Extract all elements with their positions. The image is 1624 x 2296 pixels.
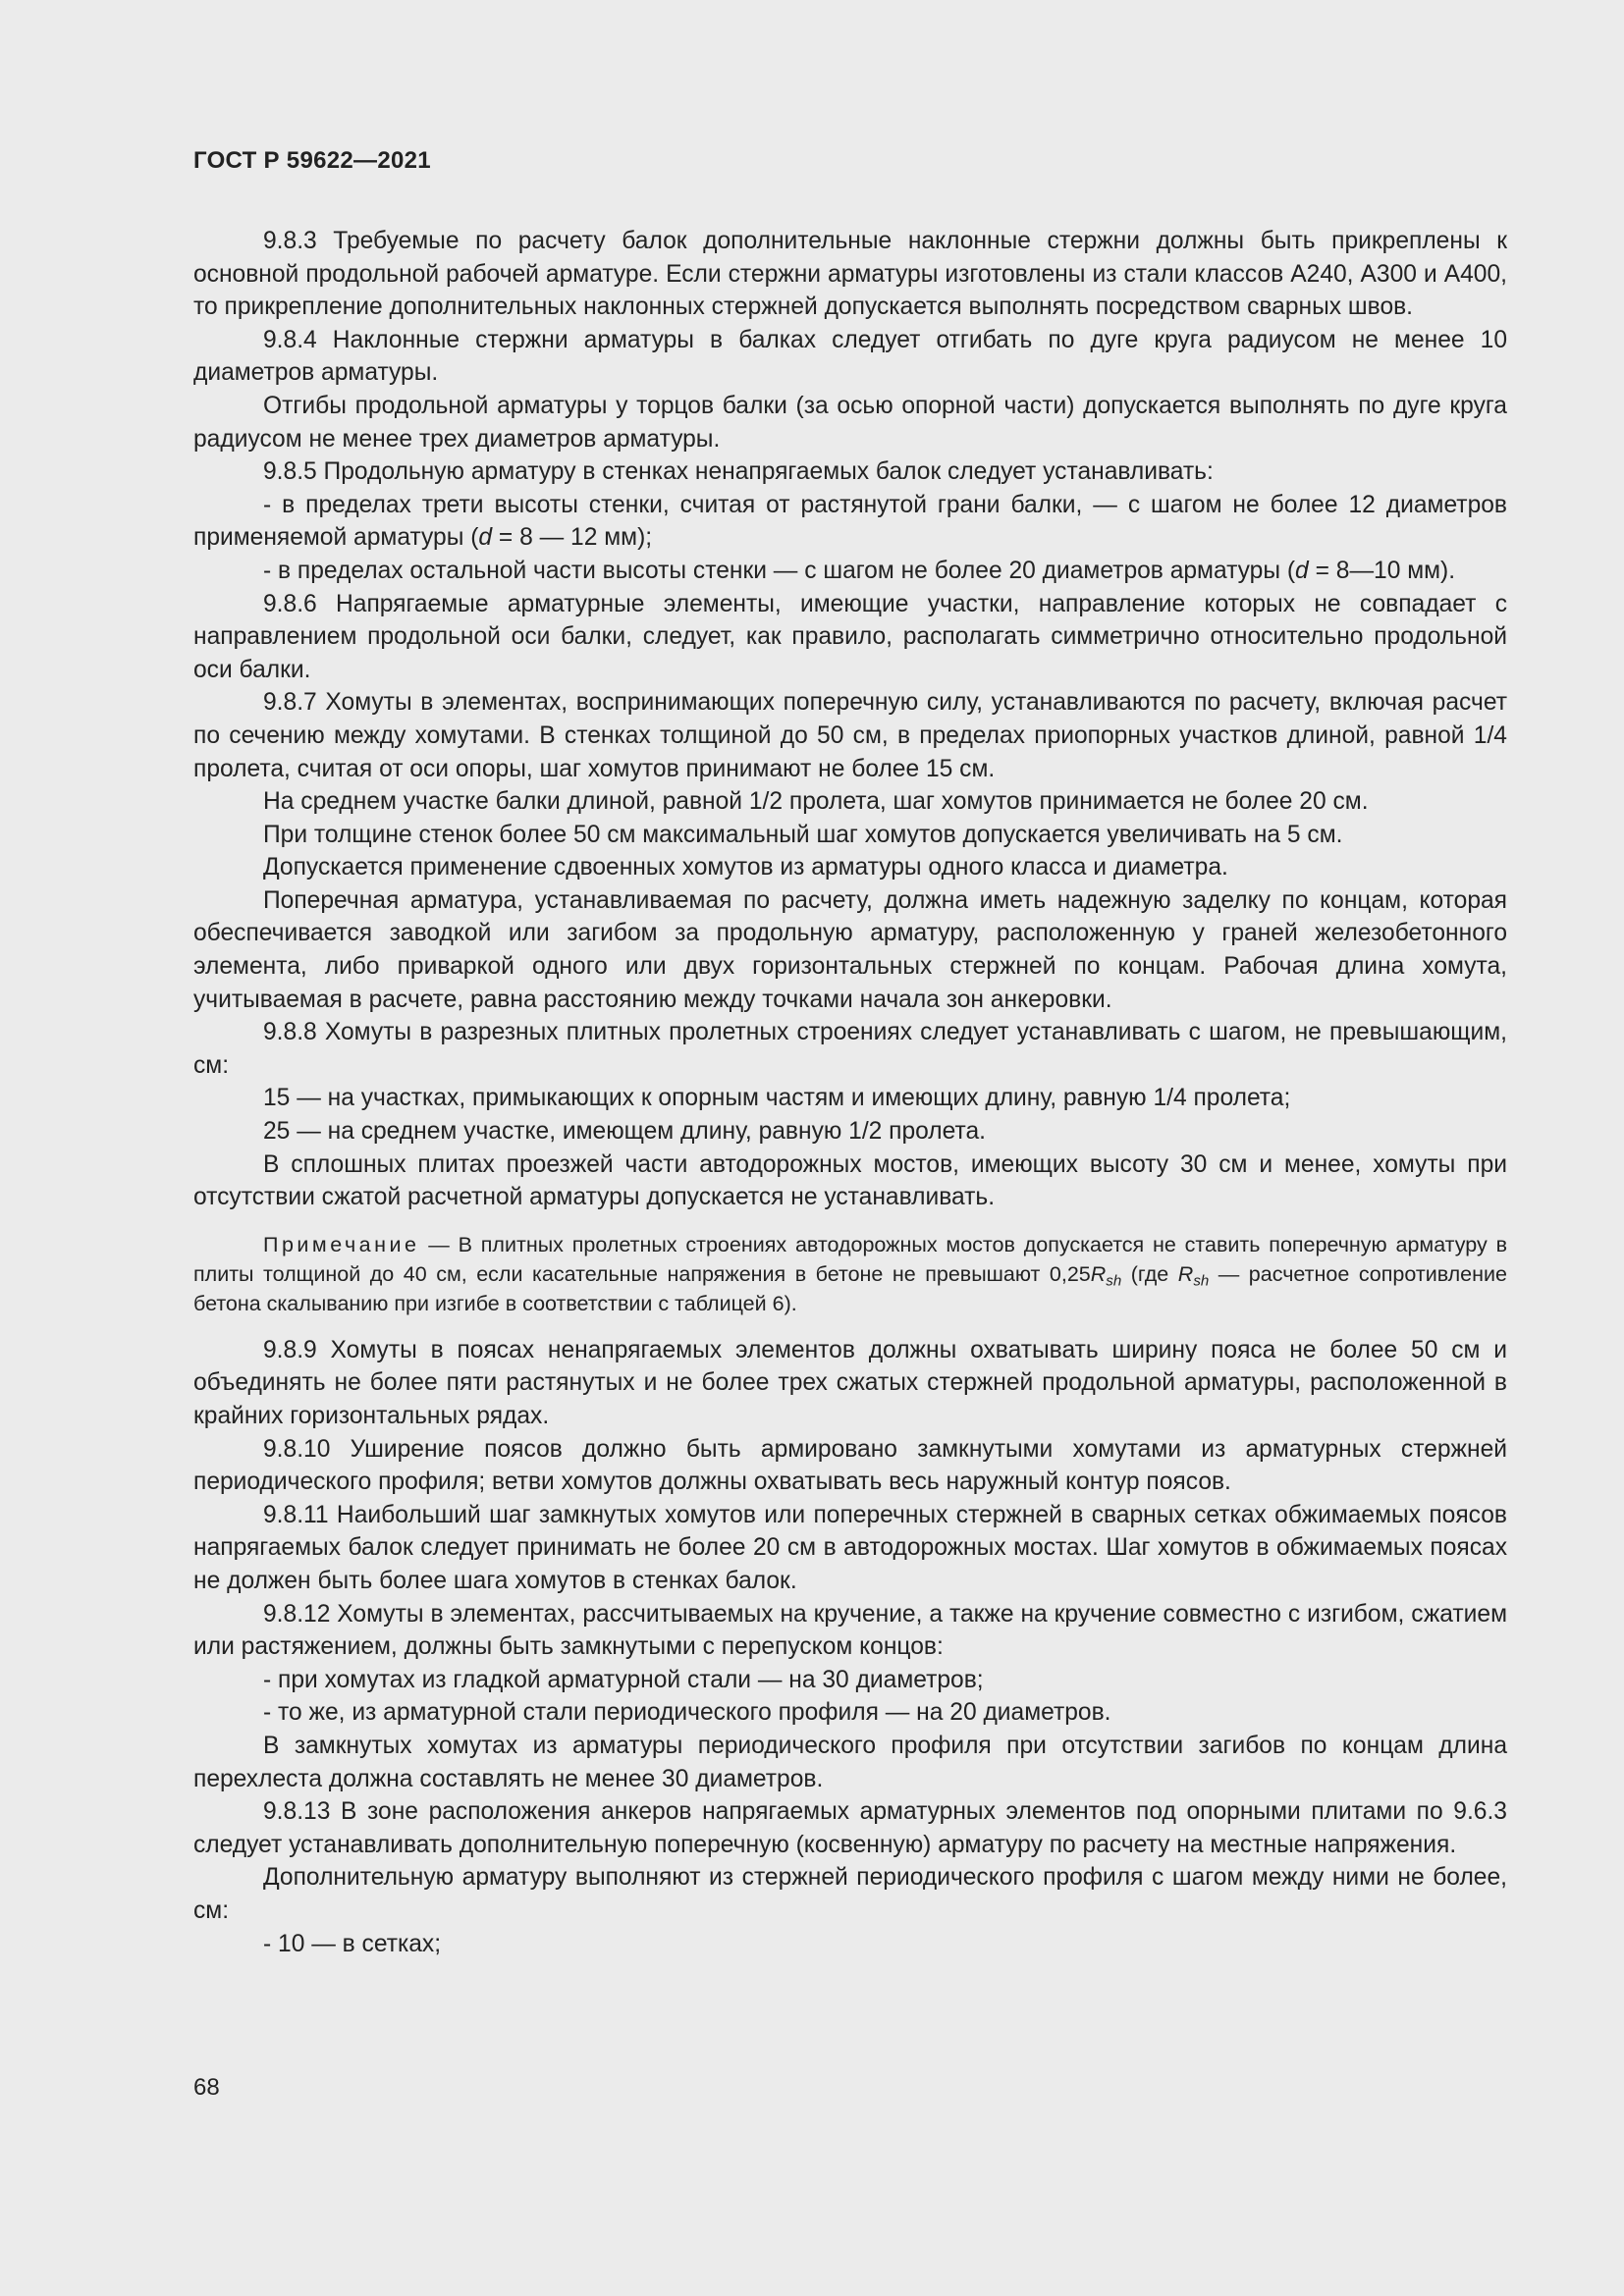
list-item: - в пределах остальной части высоты стенки — с шагом не более 20 диаметров арматуры (d = 8—10 мм). <box>263 557 1456 584</box>
paragraph: При толщине стенок более 50 см максимальный шаг хомутов допускается увеличивать на 5 см. <box>263 821 1343 848</box>
paragraph-9-8-4: 9.8.4 Наклонные стержни арматуры в балках следует отгибать по дуге круга радиусом не менее 10 диаметров арматуры. <box>193 326 1507 387</box>
list-item: - 10 — в сетках; <box>263 1930 442 1957</box>
paragraph: Допускается применение сдвоенных хомутов из арматуры одного класса и диаметра. <box>263 854 1228 881</box>
paragraph-9-8-10: 9.8.10 Уширение поясов должно быть армировано замкнутыми хомутами из арматурных стержней периодического профиля; ветви хомутов должны охватывать весь наружный контур поясов. <box>193 1435 1507 1496</box>
list-item: - при хомутах из гладкой арматурной стали — на 30 диаметров; <box>263 1666 984 1693</box>
document-header: ГОСТ Р 59622—2021 <box>193 147 431 174</box>
paragraph: Отгибы продольной арматуры у торцов балки (за осью опорной части) допускается выполнять по дуге круга радиусом не менее трех диаметров арматуры. <box>193 392 1507 453</box>
paragraph-9-8-7: 9.8.7 Хомуты в элементах, воспринимающих поперечную силу, устанавливаются по расчету, включая расчет по сечению между хомутами. В стенках толщиной до 50 см, в пределах приопорных участков длиной, равной 1/4 пролета, считая от оси опоры, шаг хомутов принимают не более 15 см. <box>193 689 1507 782</box>
note-label: Примечание <box>263 1232 420 1256</box>
paragraph-9-8-12: 9.8.12 Хомуты в элементах, рассчитываемых на кручение, а также на кручение совместно с изгибом, сжатием или растяжением, должны быть замкнутыми с перепуском концов: <box>193 1600 1507 1661</box>
paragraph-9-8-6: 9.8.6 Напрягаемые арматурные элементы, имеющие участки, направление которых не совпадает с направлением продольной оси балки, следует, как правило, располагать симметрично относительно продольной оси балки. <box>193 590 1507 683</box>
paragraph-9-8-5: 9.8.5 Продольную арматуру в стенках ненапрягаемых балок следует устанавливать: <box>263 458 1214 486</box>
paragraph-9-8-3: 9.8.3 Требуемые по расчету балок дополнительные наклонные стержни должны быть прикреплены к основной продольной рабочей арматуре. Если стержни арматуры изготовлены из стали классов А240, А300 и А400, то прикрепление дополнительных наклонных стержней допускается выполнять посредством сварных швов. <box>193 228 1507 321</box>
paragraph: В сплошных плитах проезжей части автодорожных мостов, имеющих высоту 30 см и менее, хомуты при отсутствии сжатой расчетной арматуры допускается не устанавливать. <box>193 1150 1507 1211</box>
paragraph-9-8-9: 9.8.9 Хомуты в поясах ненапрягаемых элементов должны охватывать ширину пояса не более 50 см и объединять не более пяти растянутых и не более трех сжатых стержней продольной арматуры, расположенной в крайних горизонтальных рядах. <box>193 1336 1507 1429</box>
list-item: - то же, из арматурной стали периодического профиля — на 20 диаметров. <box>263 1699 1111 1727</box>
list-item: 25 — на среднем участке, имеющем длину, равную 1/2 пролета. <box>263 1118 987 1146</box>
paragraph-9-8-8: 9.8.8 Хомуты в разрезных плитных пролетных строениях следует устанавливать с шагом, не превышающим, см: <box>193 1019 1507 1079</box>
paragraph-9-8-11: 9.8.11 Наибольший шаг замкнутых хомутов или поперечных стержней в сварных сетках обжимаемых поясов напрягаемых балок следует принимать не более 20 см в автодорожных мостах. Шаг хомутов в обжимаемых поясах не должен быть более шага хомутов в стенках балок. <box>193 1501 1507 1594</box>
list-item: 15 — на участках, примыкающих к опорным частям и имеющих длину, равную 1/4 пролета; <box>263 1085 1291 1112</box>
paragraph-9-8-13: 9.8.13 В зоне расположения анкеров напрягаемых арматурных элементов под опорными плитами по 9.6.3 следует устанавливать дополнительную поперечную (косвенную) арматуру по расчету на местные напряжения. <box>193 1798 1507 1858</box>
paragraph: Дополнительную арматуру выполняют из стержней периодического профиля с шагом между ними не более, см: <box>193 1864 1507 1924</box>
paragraph: Поперечная арматура, устанавливаемая по расчету, должна иметь надежную заделку по концам, которая обеспечивается заводкой или загибом за продольную арматуру, расположенную у граней железобетонного элемента, либо приваркой одного или двух горизонтальных стержней по концам. Рабочая длина хомута, учитываемая в расчете, равна расстоянию между точками начала зон анкеровки. <box>193 886 1507 1013</box>
page-number: 68 <box>193 2074 220 2101</box>
paragraph: В замкнутых хомутах из арматуры периодического профиля при отсутствии загибов по концам длина перехлеста должна составлять не менее 30 диаметров. <box>193 1732 1507 1792</box>
note: Примечание — В плитных пролетных строениях автодорожных мостов допускается не ставить поперечную арматуру в плиты толщиной до 40 см, если касательные напряжения в бетоне не превышают $0,25R_{sh}$ (где $R_{sh}$ — расчетное сопротивление бетона скалыванию при изгибе в соответствии с таблицей 6). <box>193 1232 1507 1315</box>
paragraph: На среднем участке балки длиной, равной 1/2 пролета, шаг хомутов принимается не более 20 см. <box>263 788 1369 816</box>
document-body <box>193 225 1507 1960</box>
list-item: - в пределах трети высоты стенки, считая от растянутой грани балки, — с шагом не более 12 диаметров применяемой арматуры (d = 8 — 12 мм); <box>193 491 1507 552</box>
